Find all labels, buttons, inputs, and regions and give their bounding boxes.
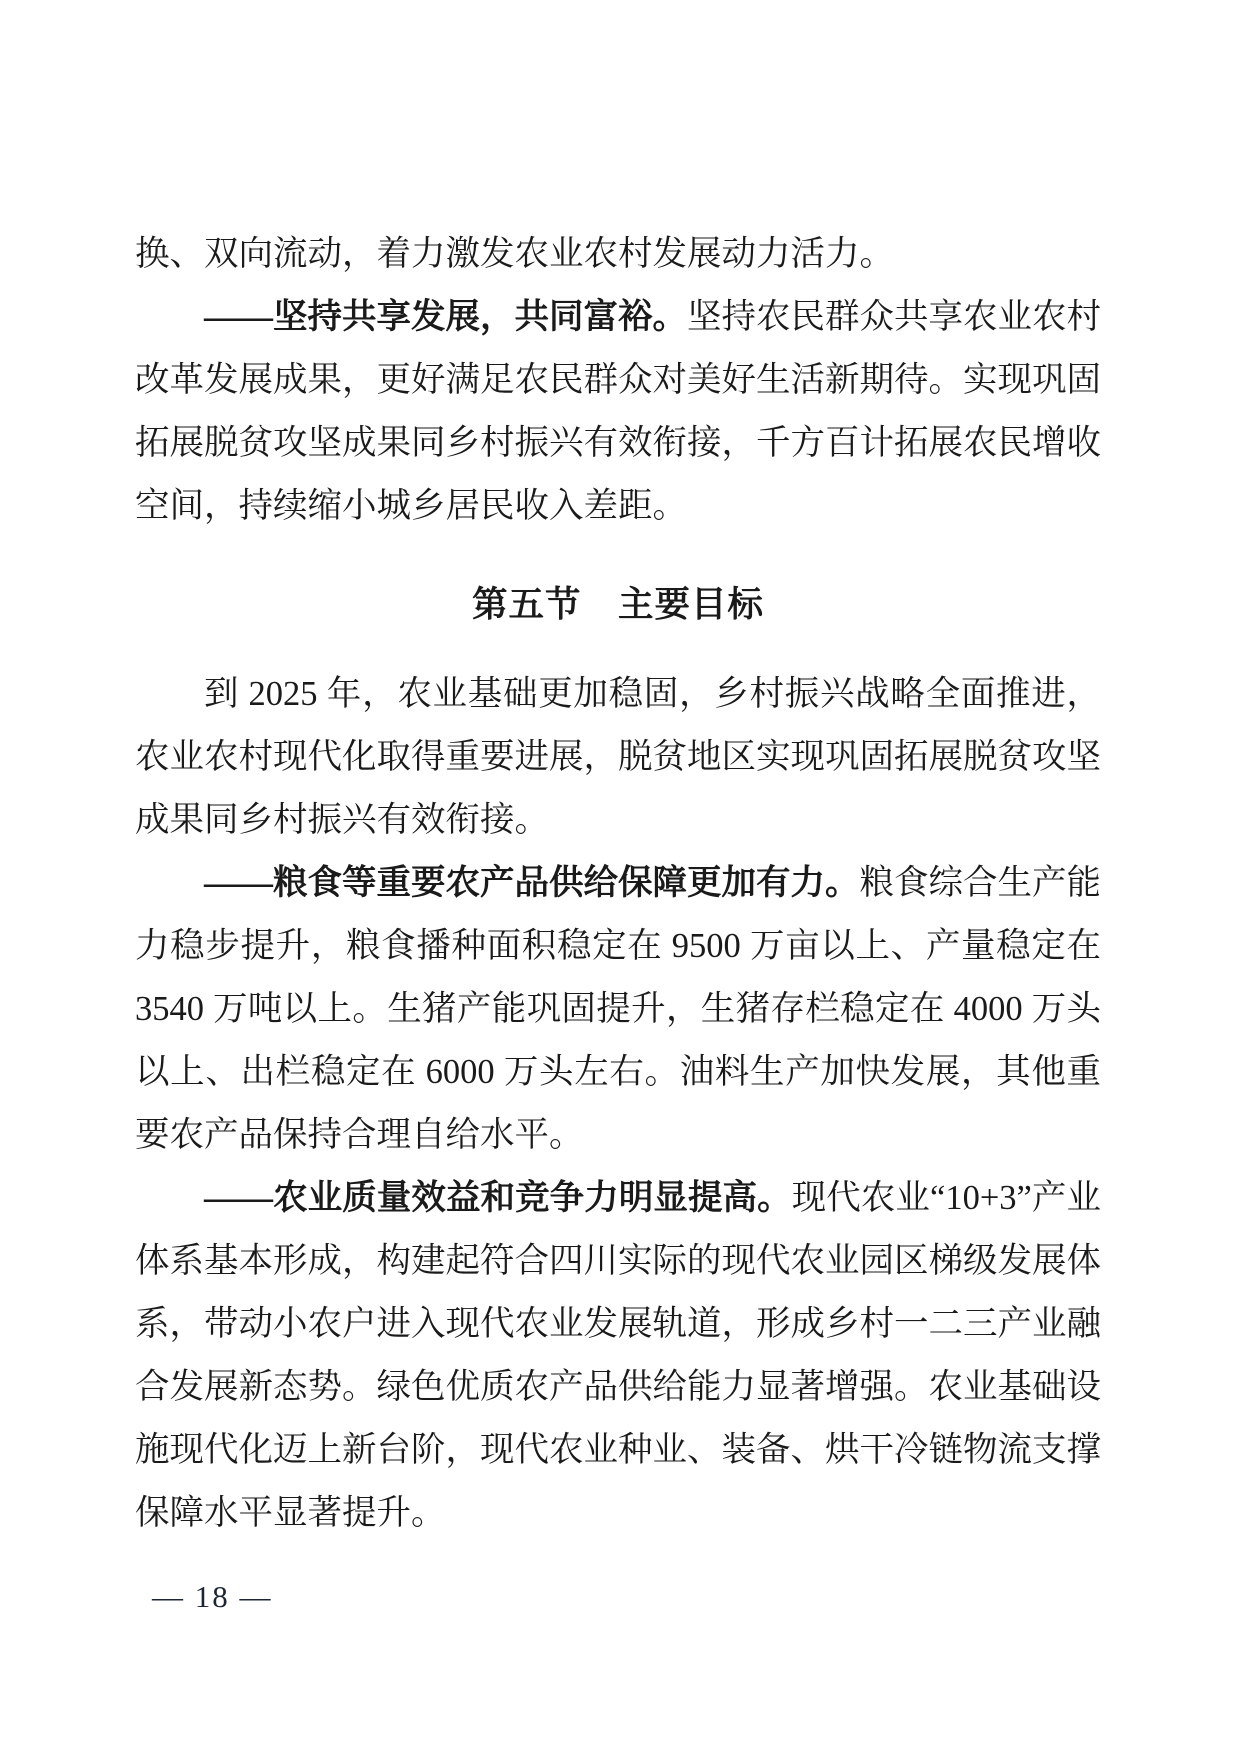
emphasis-text-run: ——农业质量效益和竞争力明显提高。 (204, 1179, 792, 1217)
paragraph-agriculture-quality (135, 1167, 1101, 1545)
section-heading: 第五节 主要目标 (471, 584, 764, 624)
page-number: — 18 — (152, 1579, 273, 1614)
body-text-run: 粮食综合生产能力稳步提升，粮食播种面积稳定在 9500 万亩以上、产量稳定在 3540 万吨以上。生猪产能巩固提升，生猪存栏稳定在 4000 万头以上、出栏稳定在 6000 万头左右。油料生产加快发展，其他重要农产品保持合理自给水平。 (135, 864, 1101, 1154)
emphasis-text-run: ——坚持共享发展，共同富裕。 (204, 298, 687, 336)
document-body (135, 223, 1101, 1545)
body-text-run: 坚持农民群众共享农业农村改革发展成果，更好满足农民群众对美好生活新期待。实现巩固拓展脱贫攻坚成果同乡村振兴有效衔接，千方百计拓展农民增收空间，持续缩小城乡居民收入差距。 (135, 298, 1101, 525)
paragraph-continuation (135, 223, 1101, 286)
body-text-run: 现代农业“10+3”产业体系基本形成，构建起符合四川实际的现代农业园区梯级发展体系，带动小农户进入现代农业发展轨道，形成乡村一二三产业融合发展新态势。绿色优质农产品供给能力显著增强。农业基础设施现代化迈上新台阶，现代农业种业、装备、烘干冷链物流支撑保障水平显著提升。 (135, 1179, 1101, 1532)
emphasis-text-run: ——粮食等重要农产品供给保障更加有力。 (204, 864, 860, 902)
body-text-run: 换、双向流动，着力激发农业农村发展动力活力。 (135, 235, 894, 273)
body-text-run: 到 2025 年，农业基础更加稳固，乡村振兴战略全面推进，农业农村现代化取得重要进展，脱贫地区实现巩固拓展脱贫攻坚成果同乡村振兴有效衔接。 (135, 675, 1101, 839)
paragraph-grain-supply (135, 852, 1101, 1167)
paragraph-shared-development (135, 286, 1101, 538)
page-footer (152, 1577, 273, 1617)
paragraph-2025-goals (135, 663, 1101, 852)
